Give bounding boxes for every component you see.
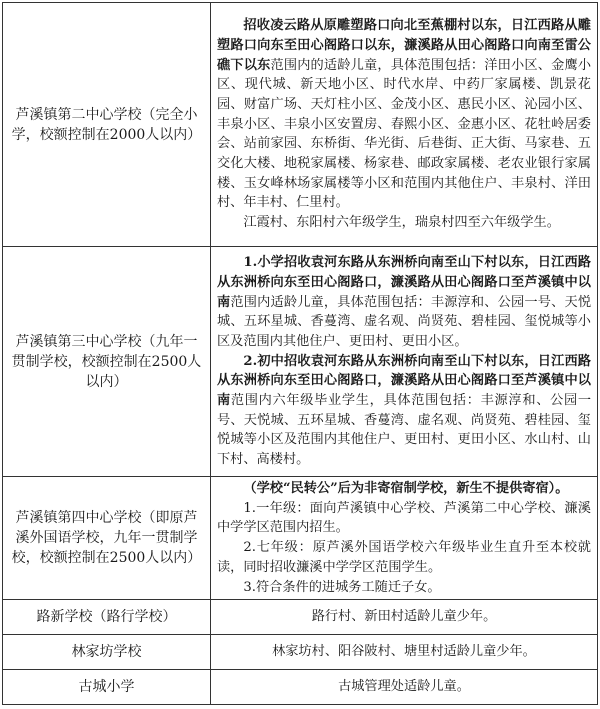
scope-extra-text: 江霞村、东阳村六年级学生，瑞泉村四至六年级学生。 <box>243 215 560 231</box>
scope-text: 古城管理处适龄儿童。 <box>338 679 470 695</box>
scope-bold-text: 1.小学招收袁河东路从东洲桥向南至山下村以东，日江西路从东洲桥向东至田心阁路口，濂溪路从田心阁路口至芦溪镇中以南 <box>217 255 591 310</box>
school-name-cell: 芦溪镇第二中心学校（完全小学，校额控制在2000人以内） <box>3 3 211 247</box>
table-row <box>3 247 598 477</box>
list-item: 3.符合条件的进城务工随迁子女。 <box>243 579 441 595</box>
middle-scope-paragraph <box>217 352 591 470</box>
scope-text: 林家坊村、阳谷陂村、塘里村适龄儿童少年。 <box>272 644 536 660</box>
list-item: 2.七年级：原芦溪外国语学校六年级毕业生直升至本校就读，同时招收濂溪中学学区范围学生。 <box>217 540 591 575</box>
table-row <box>3 635 598 670</box>
scope-cell <box>211 477 598 600</box>
scope-text: 路行村、新田村适龄儿童少年。 <box>311 609 497 625</box>
scope-cell <box>211 600 598 635</box>
table-row <box>3 3 598 247</box>
list-item: 1.一年级：面向芦溪镇中心学校、芦溪第二中心学校、濂溪中学学区范围内招生。 <box>217 500 591 536</box>
school-name-cell: 林家坊学校 <box>3 635 211 670</box>
scope-cell <box>211 635 598 670</box>
scope-cell <box>211 3 598 247</box>
scope-cell <box>211 670 598 705</box>
scope-bold-text: 2.初中招收袁河东路从东洲桥向南至山下村以东，日江西路从东洲桥向东至田心阁路口，濂溪路从田心阁路口至芦溪镇中以南 <box>217 353 591 409</box>
primary-scope-paragraph <box>217 253 591 352</box>
scope-normal-text: 范围内适龄儿童，具体范围包括：丰源淳和、公园一号、天悦城、五环星城、香蔓湾、虚名观、尚贤苑、碧桂园、玺悦城等小区及范围内其他住户、更田村、更田小区。 <box>217 294 592 349</box>
scope-paragraph <box>217 16 591 213</box>
scope-bold-text: 招收凌云路从原雕塑路口向北至蕉棚村以东，日江西路从雕塑路口向东至田心阁路口以东，濂溪路从田心阁路口向南至雷公礁下以东 <box>217 18 591 73</box>
scope-normal-text: 范围内的适龄儿童，具体范围包括：洋田小区、金鹰小区、现代城、新天地小区、时代水岸、中药厂家属楼、凯景花园、财富广场、天灯柱小区、金茂小区、惠民小区、沁园小区、丰泉小区、丰泉小区安置房、春熙小区、金惠小区、花牡岭居委会、站前家园、东桥街、华光街、后巷街、正大街、马家巷、五交化大楼、地税家属楼、杨家巷、邮政家属楼、老农业银行家属楼、玉女峰林场家属楼等小区和范围内其他住户、丰泉村、洋田村、年丰村、仁里村。 <box>217 57 592 211</box>
school-name-cell: 芦溪镇第四中心学校（即原芦溪外国语学校，九年一贯制学校，校额控制在2500人以内） <box>3 477 211 600</box>
enrollment-table <box>2 2 598 705</box>
table-row <box>3 600 598 635</box>
scope-normal-text: 范围内六年级毕业学生，具体范围包括：丰源淳和、公园一号、天悦城、五环星城、香蔓湾、虚名观、尚贤苑、碧桂园、玺悦城等小区及范围内其他住户、更田村、更田小区、水山村、山下村、高楼村。 <box>217 393 592 468</box>
scope-cell <box>211 247 598 477</box>
school-name-cell: 古城小学 <box>3 670 211 705</box>
lead-note: （学校“民转公”后为非寄宿制学校，新生不提供寄宿）。 <box>243 481 569 496</box>
table-row <box>3 670 598 705</box>
table-row <box>3 477 598 600</box>
school-name-cell: 路新学校（路行学校） <box>3 600 211 635</box>
school-name-cell: 芦溪镇第三中心学校（九年一贯制学校，校额控制在2500人以内） <box>3 247 211 477</box>
